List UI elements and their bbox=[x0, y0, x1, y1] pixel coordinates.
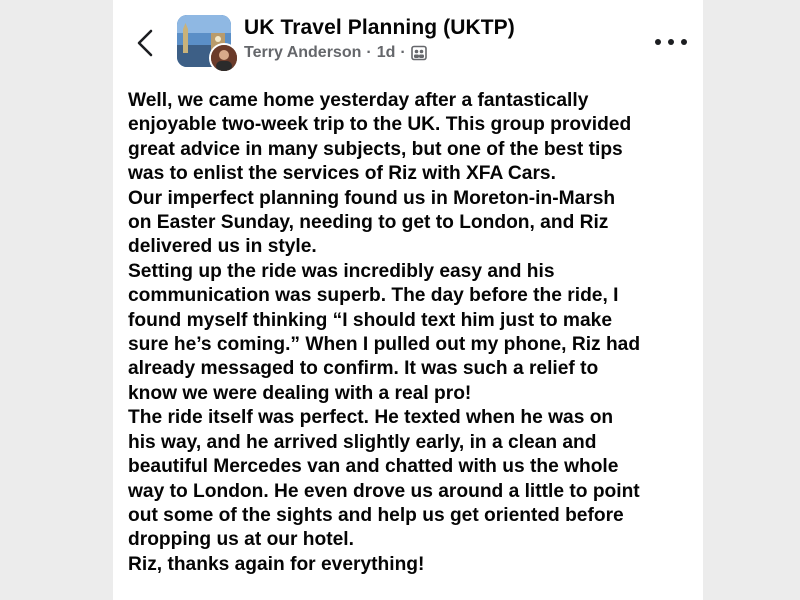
post-text-line: was to enlist the services of Riz with XFA Cars. bbox=[128, 163, 556, 185]
post-text-line: out some of the sights and help us get oriented before bbox=[128, 504, 624, 526]
post-timestamp[interactable]: 1d bbox=[376, 44, 396, 61]
chevron-left-icon bbox=[136, 28, 154, 58]
post-text-line: Well, we came home yesterday after a fantastically bbox=[128, 90, 589, 111]
more-options-button[interactable] bbox=[655, 34, 687, 50]
post-meta bbox=[244, 44, 427, 62]
group-audience-icon bbox=[411, 45, 427, 61]
post-text-line: already messaged to confirm. It was such a relief to bbox=[128, 358, 599, 380]
post-text-line: delivered us in style. bbox=[128, 236, 317, 258]
post-text-line: on Easter Sunday, needing to get to London, and Riz bbox=[128, 212, 609, 234]
post-text-line: Riz, thanks again for everything! bbox=[128, 553, 425, 575]
post-text-line: dropping us at our hotel. bbox=[128, 529, 354, 551]
post-text-line: Our imperfect planning found us in Moreton-in-Marsh bbox=[128, 187, 616, 209]
post-text-line: sure he’s coming.” When I pulled out my phone, Riz had bbox=[128, 334, 641, 356]
meta-separator: · bbox=[366, 44, 372, 61]
more-options-icon bbox=[655, 39, 661, 45]
post-text-line: beautiful Mercedes van and chatted with us the whole bbox=[128, 456, 619, 478]
more-options-icon bbox=[668, 39, 674, 45]
post-text-line: way to London. He even drove us around a little to point bbox=[128, 480, 640, 502]
post-text-line: great advice in many subjects, but one of the best tips bbox=[128, 138, 623, 160]
back-button[interactable] bbox=[131, 26, 159, 60]
post-text-line: Setting up the ride was incredibly easy and his bbox=[128, 260, 555, 282]
meta-separator: · bbox=[400, 44, 406, 61]
post-text-line: found myself thinking “I should text him just to make bbox=[128, 309, 612, 331]
post-card bbox=[113, 0, 703, 600]
post-text bbox=[128, 89, 696, 577]
post-text-line: his way, and he arrived slightly early, in a clean and bbox=[128, 431, 597, 453]
post-text-line: communication was superb. The day before the ride, I bbox=[128, 285, 619, 307]
more-options-icon bbox=[681, 39, 687, 45]
post-text-line: know we were dealing with a real pro! bbox=[128, 382, 472, 404]
author-name-link[interactable]: Terry Anderson bbox=[244, 44, 362, 61]
author-avatar[interactable] bbox=[209, 43, 239, 73]
group-name-link[interactable]: UK Travel Planning (UKTP) bbox=[244, 16, 515, 39]
post-text-line: The ride itself was perfect. He texted when he was on bbox=[128, 407, 614, 429]
post-text-line: enjoyable two-week trip to the UK. This group provided bbox=[128, 114, 632, 136]
